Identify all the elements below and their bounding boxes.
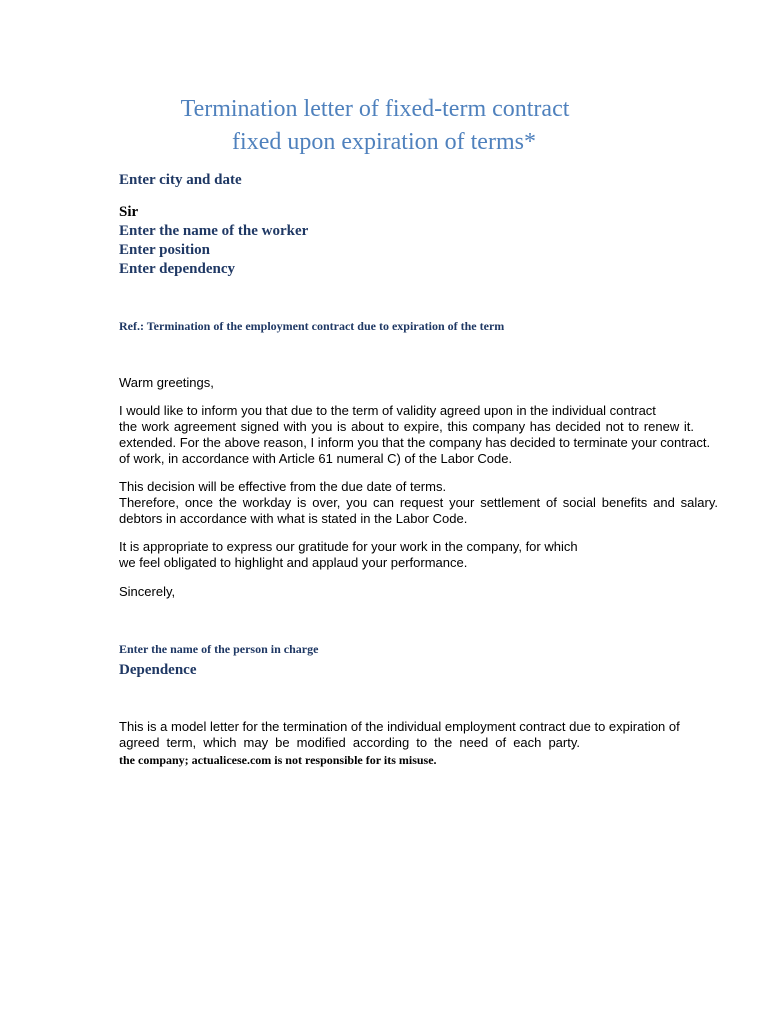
- footer-note-line: This is a model letter for the termination of the individual employment contract due to expiration of: [119, 719, 680, 734]
- paragraph-1-line: the work agreement signed with you is about to expire, this company has decided not to renew it.: [119, 419, 694, 434]
- dependence-field: Dependence: [119, 662, 197, 678]
- greeting: Warm greetings,: [119, 375, 214, 390]
- person-in-charge-field: Enter the name of the person in charge: [119, 642, 319, 656]
- city-date-field: Enter city and date: [119, 172, 242, 188]
- paragraph-3-line: we feel obligated to highlight and applaud your performance.: [119, 555, 468, 570]
- paragraph-3-line: It is appropriate to express our gratitude for your work in the company, for which: [119, 539, 578, 554]
- paragraph-2-line: debtors in accordance with what is stated in the Labor Code.: [119, 511, 468, 526]
- reference-line: Ref.: Termination of the employment contract due to expiration of the term: [119, 319, 505, 333]
- salutation-recipient: Sir: [119, 204, 139, 220]
- paragraph-1-line: of work, in accordance with Article 61 numeral C) of the Labor Code.: [119, 451, 513, 466]
- paragraph-1-line: I would like to inform you that due to the term of validity agreed upon in the individual contract: [119, 403, 656, 418]
- position-field: Enter position: [119, 242, 210, 258]
- dependency-field: Enter dependency: [119, 261, 235, 277]
- document-title-line-2: fixed upon expiration of terms*: [232, 129, 536, 155]
- disclaimer: the company; actualicese.com is not responsible for its misuse.: [119, 753, 437, 767]
- paragraph-2-line: Therefore, once the workday is over, you can request your settlement of social benefits and salary.: [119, 495, 718, 510]
- paragraph-2-line: This decision will be effective from the due date of terms.: [119, 479, 447, 494]
- paragraph-2: [119, 479, 718, 527]
- closing: Sincerely,: [119, 584, 176, 599]
- paragraph-1-line: extended. For the above reason, I inform you that the company has decided to terminate your contract.: [119, 435, 711, 450]
- paragraph-1: [119, 403, 718, 467]
- worker-name-field: Enter the name of the worker: [119, 223, 309, 239]
- footer-note-line: agreed term, which may be modified according to the need of each party.: [119, 735, 580, 750]
- paragraph-3: [119, 539, 718, 571]
- footer-note: [119, 719, 686, 751]
- document-title-line-1: Termination letter of fixed-term contract: [180, 96, 570, 122]
